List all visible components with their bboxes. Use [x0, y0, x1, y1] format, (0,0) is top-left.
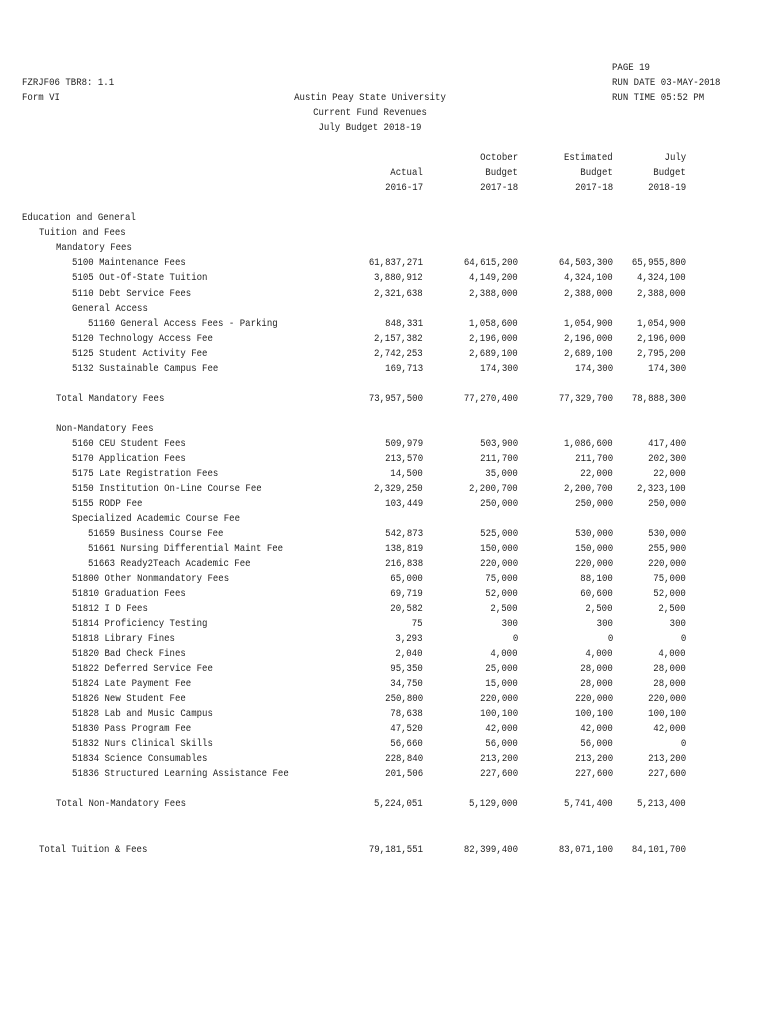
table-row: [0, 662, 770, 677]
row-value: 2,321,638: [374, 288, 423, 300]
row-label: Total Non-Mandatory Fees: [56, 798, 187, 810]
row-value: 42,000: [653, 723, 686, 735]
row-value: 56,000: [485, 738, 518, 750]
column-header-line1: July: [664, 152, 686, 164]
row-value: 75: [412, 618, 423, 630]
row-value: 2,040: [395, 648, 423, 660]
row-value: 2,196,000: [564, 333, 613, 345]
row-label: Total Tuition & Fees: [39, 844, 148, 856]
table-row: [0, 557, 770, 572]
report-code: FZRJF06 TBR8: 1.1: [22, 77, 115, 89]
row-value: 65,955,800: [631, 257, 686, 269]
run-date: RUN DATE 03-MAY-2018: [612, 77, 721, 89]
row-value: 2,388,000: [469, 288, 518, 300]
row-value: 0: [607, 633, 613, 645]
row-value: 0: [680, 738, 686, 750]
row-value: 300: [596, 618, 613, 630]
row-value: 5,224,051: [374, 798, 423, 810]
table-row: [0, 437, 770, 452]
table-row: [0, 737, 770, 752]
table-row: [0, 302, 770, 317]
column-header-line3: 2017-18: [575, 182, 613, 194]
column-header-line2: Budget: [485, 167, 518, 179]
row-value: 75,000: [653, 573, 686, 585]
row-value: 4,324,100: [564, 272, 613, 284]
row-value: 848,331: [385, 318, 423, 330]
table-row: [0, 572, 770, 587]
row-value: 64,615,200: [463, 257, 518, 269]
row-value: 220,000: [575, 693, 613, 705]
row-value: 77,329,700: [558, 393, 613, 405]
table-row: [0, 512, 770, 527]
row-value: 22,000: [580, 468, 613, 480]
column-header-line3: 2017-18: [480, 182, 518, 194]
row-label: 51814 Proficiency Testing: [72, 618, 208, 630]
row-value: 35,000: [485, 468, 518, 480]
row-label: Tuition and Fees: [39, 227, 126, 239]
row-value: 28,000: [580, 663, 613, 675]
row-value: 5,741,400: [564, 798, 613, 810]
row-label: 51826 New Student Fee: [72, 693, 186, 705]
row-label: 5120 Technology Access Fee: [72, 333, 213, 345]
row-value: 88,100: [580, 573, 613, 585]
row-value: 34,750: [390, 678, 423, 690]
table-row: [0, 392, 770, 407]
form-label: Form VI: [22, 92, 60, 104]
row-value: 2,500: [585, 603, 613, 615]
row-value: 4,324,100: [637, 272, 686, 284]
row-value: 64,503,300: [558, 257, 613, 269]
row-label: Total Mandatory Fees: [56, 393, 165, 405]
table-row: [0, 617, 770, 632]
row-label: 5100 Maintenance Fees: [72, 257, 186, 269]
table-row: [0, 542, 770, 557]
row-value: 1,086,600: [564, 438, 613, 450]
row-value: 4,000: [585, 648, 613, 660]
row-value: 227,600: [480, 768, 518, 780]
row-value: 103,449: [385, 498, 423, 510]
table-row: [0, 497, 770, 512]
row-value: 2,329,250: [374, 483, 423, 495]
row-value: 22,000: [653, 468, 686, 480]
row-value: 78,638: [390, 708, 423, 720]
table-row: [0, 256, 770, 271]
row-value: 509,979: [385, 438, 423, 450]
row-value: 2,196,000: [637, 333, 686, 345]
row-value: 2,200,700: [564, 483, 613, 495]
row-value: 79,181,551: [368, 844, 423, 856]
table-row: [0, 287, 770, 302]
row-value: 220,000: [480, 558, 518, 570]
report-title: Current Fund Revenues: [313, 107, 427, 119]
table-row: [0, 527, 770, 542]
row-label: 51659 Business Course Fee: [88, 528, 224, 540]
row-value: 1,058,600: [469, 318, 518, 330]
row-value: 2,795,200: [637, 348, 686, 360]
report-subtitle: July Budget 2018-19: [318, 122, 422, 134]
table-row: [0, 452, 770, 467]
row-label: 51836 Structured Learning Assistance Fee: [72, 768, 289, 780]
row-label: 5105 Out-Of-State Tuition: [72, 272, 208, 284]
row-label: Education and General: [22, 212, 136, 224]
table-row: [0, 647, 770, 662]
column-header-line1: October: [480, 152, 518, 164]
row-label: 51830 Pass Program Fee: [72, 723, 192, 735]
row-value: 2,388,000: [637, 288, 686, 300]
row-value: 213,570: [385, 453, 423, 465]
row-label: 51834 Science Consumables: [72, 753, 208, 765]
column-header-line1: Estimated: [564, 152, 613, 164]
row-label: 51661 Nursing Differential Maint Fee: [88, 543, 284, 555]
row-value: 250,000: [480, 498, 518, 510]
table-row: [0, 602, 770, 617]
column-header-line3: 2016-17: [385, 182, 423, 194]
table-row: [0, 797, 770, 812]
row-value: 42,000: [580, 723, 613, 735]
row-label: 51812 I D Fees: [72, 603, 148, 615]
row-value: 2,196,000: [469, 333, 518, 345]
table-row: [0, 226, 770, 241]
run-time: RUN TIME 05:52 PM: [612, 92, 705, 104]
row-value: 4,000: [658, 648, 686, 660]
row-value: 2,157,382: [374, 333, 423, 345]
row-value: 73,957,500: [368, 393, 423, 405]
page-number: PAGE 19: [612, 62, 650, 74]
row-label: Specialized Academic Course Fee: [72, 513, 240, 525]
row-value: 201,506: [385, 768, 423, 780]
row-value: 227,600: [575, 768, 613, 780]
row-value: 56,660: [390, 738, 423, 750]
row-label: 51160 General Access Fees - Parking: [88, 318, 278, 330]
row-value: 174,300: [648, 363, 686, 375]
table-row: [0, 317, 770, 332]
row-value: 28,000: [580, 678, 613, 690]
row-value: 14,500: [390, 468, 423, 480]
row-value: 5,129,000: [469, 798, 518, 810]
row-value: 0: [512, 633, 518, 645]
table-row: [0, 722, 770, 737]
row-value: 228,840: [385, 753, 423, 765]
row-label: Mandatory Fees: [56, 242, 132, 254]
table-row: [0, 843, 770, 858]
table-row: [0, 211, 770, 226]
row-value: 56,000: [580, 738, 613, 750]
row-value: 47,520: [390, 723, 423, 735]
row-value: 2,689,100: [469, 348, 518, 360]
row-value: 82,399,400: [463, 844, 518, 856]
row-value: 530,000: [648, 528, 686, 540]
table-row: [0, 752, 770, 767]
row-value: 20,582: [390, 603, 423, 615]
row-value: 417,400: [648, 438, 686, 450]
row-value: 227,600: [648, 768, 686, 780]
row-label: General Access: [72, 303, 148, 315]
row-value: 100,100: [575, 708, 613, 720]
row-value: 174,300: [575, 363, 613, 375]
row-value: 65,000: [390, 573, 423, 585]
row-value: 2,323,100: [637, 483, 686, 495]
row-value: 4,000: [490, 648, 518, 660]
row-value: 77,270,400: [463, 393, 518, 405]
row-label: 5155 RODP Fee: [72, 498, 143, 510]
table-row: [0, 332, 770, 347]
table-row: [0, 241, 770, 256]
column-header-line3: 2018-19: [648, 182, 686, 194]
row-value: 2,500: [490, 603, 518, 615]
row-value: 42,000: [485, 723, 518, 735]
row-value: 530,000: [575, 528, 613, 540]
row-value: 4,149,200: [469, 272, 518, 284]
row-label: 5110 Debt Service Fees: [72, 288, 192, 300]
row-value: 503,900: [480, 438, 518, 450]
row-value: 2,742,253: [374, 348, 423, 360]
row-value: 216,838: [385, 558, 423, 570]
row-value: 95,350: [390, 663, 423, 675]
table-row: [0, 362, 770, 377]
table-row: [0, 587, 770, 602]
row-label: 51822 Deferred Service Fee: [72, 663, 213, 675]
row-value: 2,200,700: [469, 483, 518, 495]
row-value: 100,100: [648, 708, 686, 720]
row-label: 51663 Ready2Teach Academic Fee: [88, 558, 251, 570]
column-header-line2: Actual: [390, 167, 423, 179]
row-label: 51810 Graduation Fees: [72, 588, 186, 600]
row-value: 250,800: [385, 693, 423, 705]
table-row: [0, 632, 770, 647]
row-label: 5175 Late Registration Fees: [72, 468, 219, 480]
table-row: [0, 467, 770, 482]
row-value: 15,000: [485, 678, 518, 690]
row-value: 78,888,300: [631, 393, 686, 405]
row-value: 213,200: [648, 753, 686, 765]
row-label: 5160 CEU Student Fees: [72, 438, 186, 450]
row-value: 69,719: [390, 588, 423, 600]
row-value: 25,000: [485, 663, 518, 675]
row-value: 3,880,912: [374, 272, 423, 284]
row-value: 220,000: [648, 558, 686, 570]
table-row: [0, 692, 770, 707]
table-row: [0, 422, 770, 437]
row-value: 60,600: [580, 588, 613, 600]
row-value: 28,000: [653, 678, 686, 690]
row-value: 1,054,900: [564, 318, 613, 330]
row-value: 2,388,000: [564, 288, 613, 300]
row-label: 51824 Late Payment Fee: [72, 678, 192, 690]
column-header-line2: Budget: [653, 167, 686, 179]
row-value: 84,101,700: [631, 844, 686, 856]
institution-title: Austin Peay State University: [294, 92, 446, 104]
table-row: [0, 767, 770, 782]
row-value: 220,000: [648, 693, 686, 705]
row-value: 250,000: [575, 498, 613, 510]
row-label: 51832 Nurs Clinical Skills: [72, 738, 213, 750]
row-value: 2,500: [658, 603, 686, 615]
row-value: 52,000: [653, 588, 686, 600]
row-value: 213,200: [480, 753, 518, 765]
row-label: 5132 Sustainable Campus Fee: [72, 363, 219, 375]
row-value: 211,700: [575, 453, 613, 465]
row-value: 250,000: [648, 498, 686, 510]
row-value: 75,000: [485, 573, 518, 585]
row-value: 28,000: [653, 663, 686, 675]
row-value: 174,300: [480, 363, 518, 375]
row-value: 61,837,271: [368, 257, 423, 269]
table-row: [0, 482, 770, 497]
row-label: 51818 Library Fines: [72, 633, 175, 645]
row-value: 213,200: [575, 753, 613, 765]
row-value: 5,213,400: [637, 798, 686, 810]
row-label: 5125 Student Activity Fee: [72, 348, 208, 360]
row-value: 0: [680, 633, 686, 645]
row-value: 100,100: [480, 708, 518, 720]
table-row: [0, 271, 770, 286]
row-value: 525,000: [480, 528, 518, 540]
row-value: 220,000: [575, 558, 613, 570]
row-value: 300: [501, 618, 518, 630]
row-label: 51820 Bad Check Fines: [72, 648, 186, 660]
table-row: [0, 707, 770, 722]
row-value: 138,819: [385, 543, 423, 555]
row-value: 150,000: [480, 543, 518, 555]
row-value: 220,000: [480, 693, 518, 705]
table-row: [0, 677, 770, 692]
row-value: 2,689,100: [564, 348, 613, 360]
row-value: 169,713: [385, 363, 423, 375]
row-value: 3,293: [395, 633, 423, 645]
row-value: 542,873: [385, 528, 423, 540]
row-label: 5170 Application Fees: [72, 453, 186, 465]
row-value: 52,000: [485, 588, 518, 600]
row-value: 202,300: [648, 453, 686, 465]
row-value: 300: [669, 618, 686, 630]
column-header-line2: Budget: [580, 167, 613, 179]
row-value: 211,700: [480, 453, 518, 465]
row-label: 5150 Institution On-Line Course Fee: [72, 483, 262, 495]
row-value: 255,900: [648, 543, 686, 555]
table-row: [0, 347, 770, 362]
row-label: Non-Mandatory Fees: [56, 423, 154, 435]
row-value: 83,071,100: [558, 844, 613, 856]
row-label: 51828 Lab and Music Campus: [72, 708, 213, 720]
row-value: 1,054,900: [637, 318, 686, 330]
row-label: 51800 Other Nonmandatory Fees: [72, 573, 230, 585]
row-value: 150,000: [575, 543, 613, 555]
